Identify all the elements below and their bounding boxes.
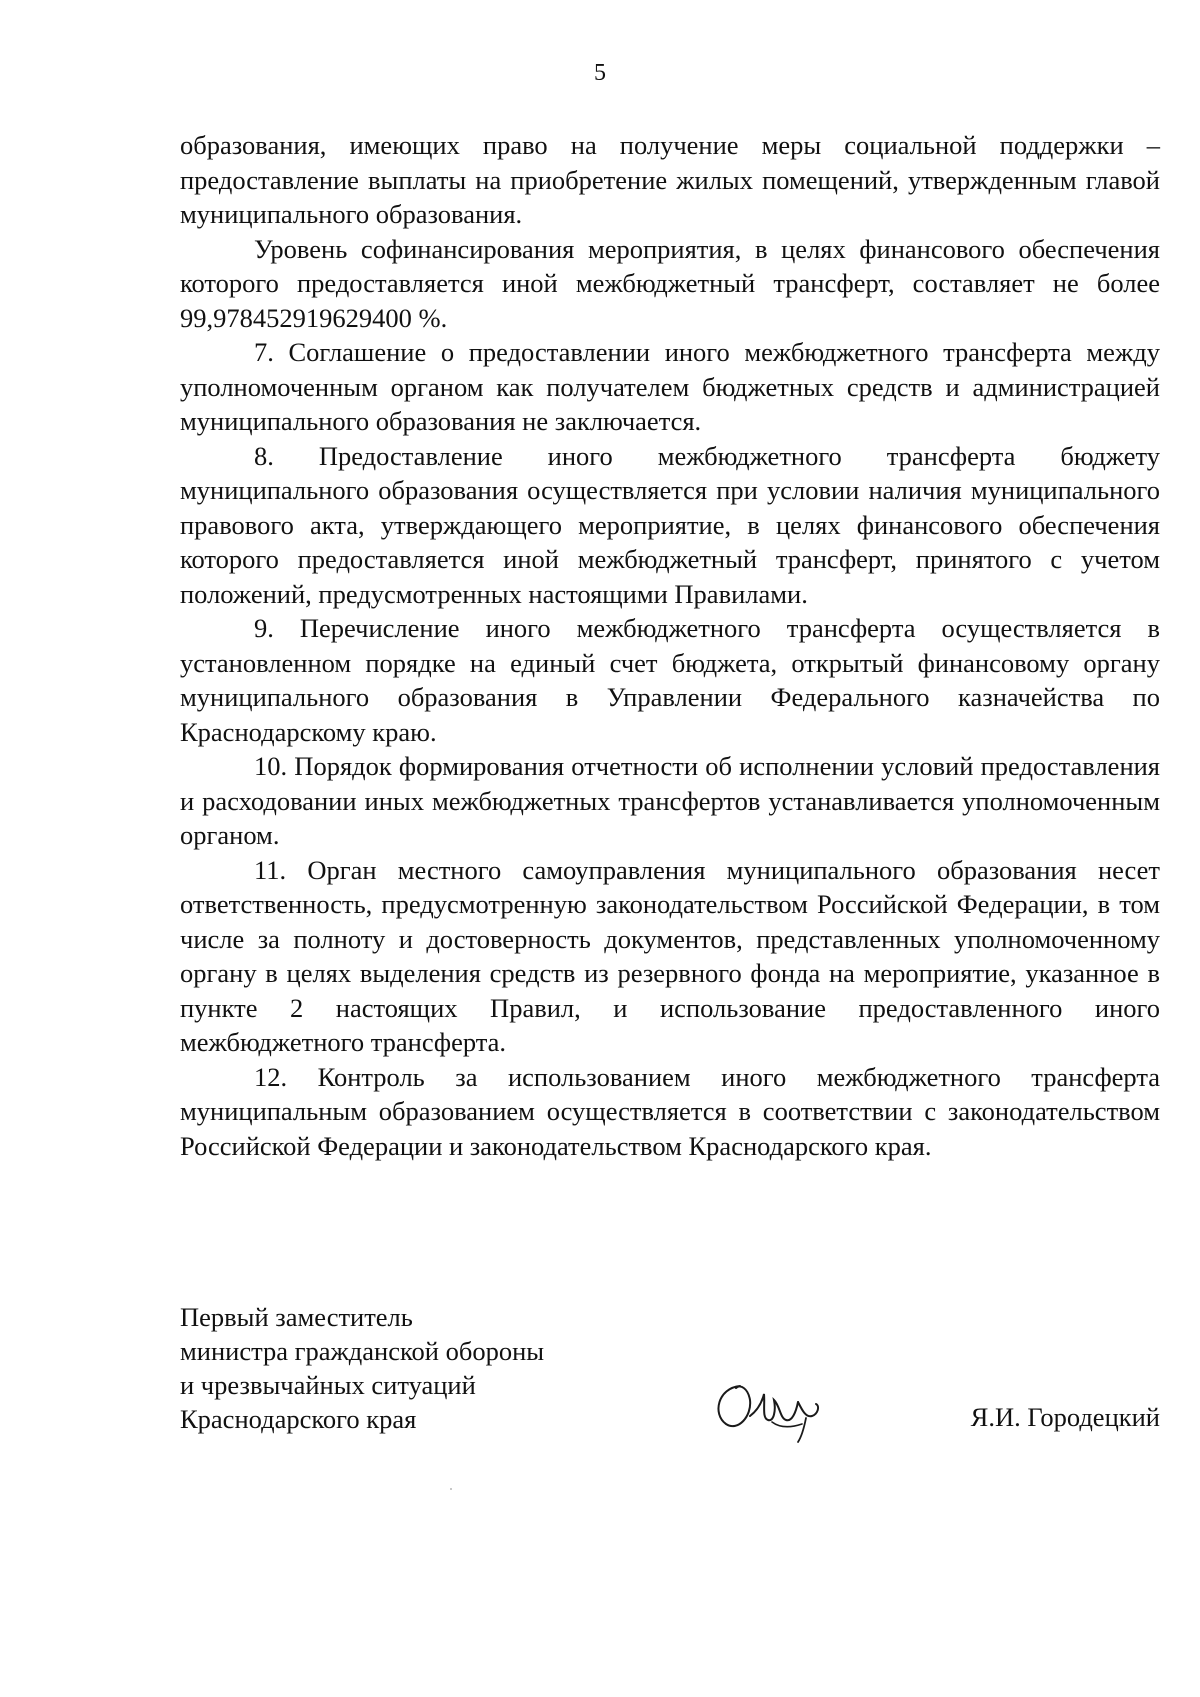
paragraph-continuation: образования, имеющих право на получение меры социальной поддержки – предоставление выплаты на приобретение жилых помещений, утвержденным главой муниципального образования. bbox=[180, 130, 1160, 229]
signer-title-line: и чрезвычайных ситуаций bbox=[180, 1370, 476, 1400]
signer-position bbox=[180, 1300, 600, 1436]
signature-block bbox=[180, 1300, 1160, 1460]
paragraph-8: 8. Предоставление иного межбюджетного трансферта бюджету муниципального образования осуществляется при условии наличия муниципального правового акта, утверждающего мероприятие, в целях финансового обеспечения которого предоставляется иной межбюджетный трансферт, принятого с учетом положений, предусмотренных настоящими Правилами. bbox=[180, 440, 1160, 609]
paragraph-7: 7. Соглашение о предоставлении иного межбюджетного трансферта между уполномоченным органом как получателем бюджетных средств и администрацией муниципального образования не заключается. bbox=[180, 337, 1160, 436]
document-body bbox=[180, 128, 1160, 1163]
page-number: 5 bbox=[594, 60, 606, 86]
handwritten-signature bbox=[710, 1366, 830, 1446]
signer-title-line: Краснодарского края bbox=[180, 1404, 417, 1434]
paragraph-11: 11. Орган местного самоуправления муниципального образования несет ответственность, предусмотренную законодательством Российской Федерации, в том числе за полноту и достоверность документов, представленных уполномоченному органу в целях выделения средств из резервного фонда на мероприятие, указанное в пункте 2 настоящих Правил, и использование предоставленного иного межбюджетного трансферта. bbox=[180, 854, 1160, 1057]
scan-artifact bbox=[450, 1488, 452, 1490]
paragraph-12: 12. Контроль за использованием иного межбюджетного трансферта муниципальным образованием осуществляется в соответствии с законодательством Российской Федерации и законодательством Краснодарского края. bbox=[180, 1061, 1160, 1161]
signer-title-line: министра гражданской обороны bbox=[180, 1336, 545, 1366]
signer-name: Я.И. Городецкий bbox=[970, 1402, 1160, 1432]
paragraph-10: 10. Порядок формирования отчетности об исполнении условий предоставления и расходовании иных межбюджетных трансфертов устанавливается уполномоченным органом. bbox=[180, 751, 1160, 850]
signer-title-line: Первый заместитель bbox=[180, 1302, 413, 1332]
paragraph-9: 9. Перечисление иного межбюджетного трансферта осуществляется в установленном порядке на единый счет бюджета, открытый финансовому органу муниципального образования в Управлении Федерального казначейства по Краснодарскому краю. bbox=[180, 613, 1160, 747]
paragraph-cofinancing-level: Уровень софинансирования мероприятия, в целях финансового обеспечения которого предоставляется иной межбюджетный трансферт, составляет не более 99,978452919629400 %. bbox=[180, 233, 1160, 333]
